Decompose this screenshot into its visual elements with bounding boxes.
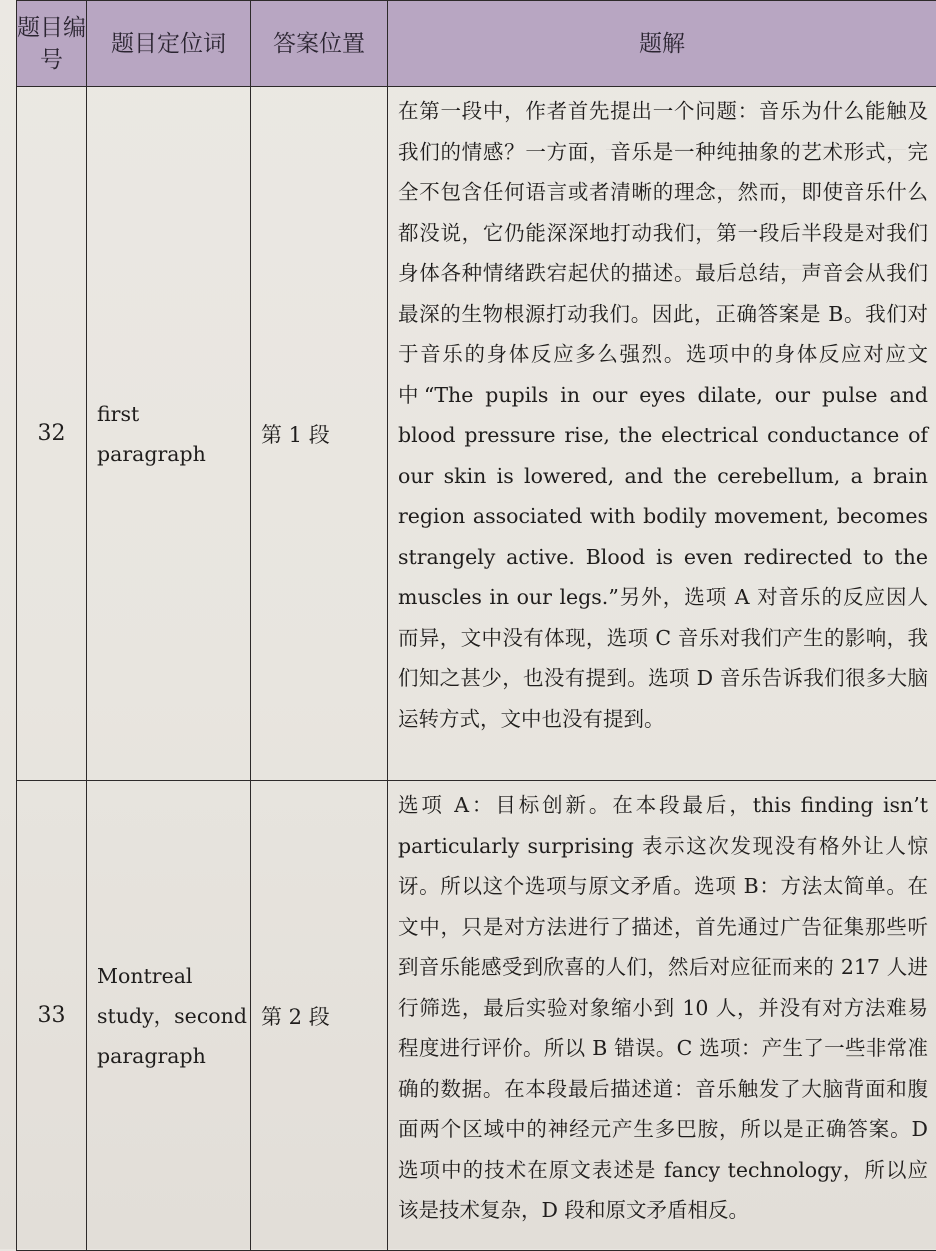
table-header-row bbox=[17, 1, 936, 87]
answer-explanation-table bbox=[16, 0, 936, 1251]
locating-keyword: first paragraph bbox=[87, 87, 251, 781]
question-number: 32 bbox=[17, 87, 87, 781]
header-locating-keyword: 题目定位词 bbox=[87, 1, 251, 87]
table-row bbox=[17, 781, 936, 1251]
header-question-number: 题目编号 bbox=[17, 1, 87, 87]
explanation-text: 在第一段中，作者首先提出一个问题：音乐为什么能触及我们的情感？一方面，音乐是一种纯抽象的艺术形式，完全不包含任何语言或者清晰的理念，然而，即使音乐什么都没说，它仍能深深地打动我们，第一段后半段是对我们身体各种情绪跌宕起伏的描述。最后总结，声音会从我们最深的生物根源打动我们。因此，正确答案是 B。我们对于音乐的身体反应多么强烈。选项中的身体反应对应文中“The pupils in our eyes dilate, our pulse and blood pressure rise, the electrical conductance of our skin is lowered, and the cerebellum, a brain region associated with bodily movement, becomes strangely active. Blood is even redirected to the muscles in our legs.”另外，选项 A 对音乐的反应因人而异，文中没有体现，选项 C 音乐对我们产生的影响，我们知之甚少，也没有提到。选项 D 音乐告诉我们很多大脑运转方式，文中也没有提到。 bbox=[388, 87, 936, 781]
table-row bbox=[17, 87, 936, 781]
header-explanation: 题解 bbox=[388, 1, 936, 87]
locating-keyword: Montreal study，second paragraph bbox=[87, 781, 251, 1251]
header-answer-position: 答案位置 bbox=[251, 1, 388, 87]
question-number: 33 bbox=[17, 781, 87, 1251]
answer-position: 第 1 段 bbox=[251, 87, 388, 781]
explanation-text: 选项 A：目标创新。在本段最后，this finding isn’t particularly surprising 表示这次发现没有格外让人惊讶。所以这个选项与原文矛盾。选项 B：方法太简单。在文中，只是对方法进行了描述，首先通过广告征集那些听到音乐能感受到欣喜的人们，然后对应征而来的 217 人进行筛选，最后实验对象缩小到 10 人，并没有对方法难易程度进行评价。所以 B 错误。C 选项：产生了一些非常准确的数据。在本段最后描述道：音乐触发了大脑背面和腹面两个区域中的神经元产生多巴胺，所以是正确答案。D 选项中的技术在原文表述是 fancy technology，所以应该是技术复杂，D 段和原文矛盾相反。 bbox=[388, 781, 936, 1251]
answer-position: 第 2 段 bbox=[251, 781, 388, 1251]
